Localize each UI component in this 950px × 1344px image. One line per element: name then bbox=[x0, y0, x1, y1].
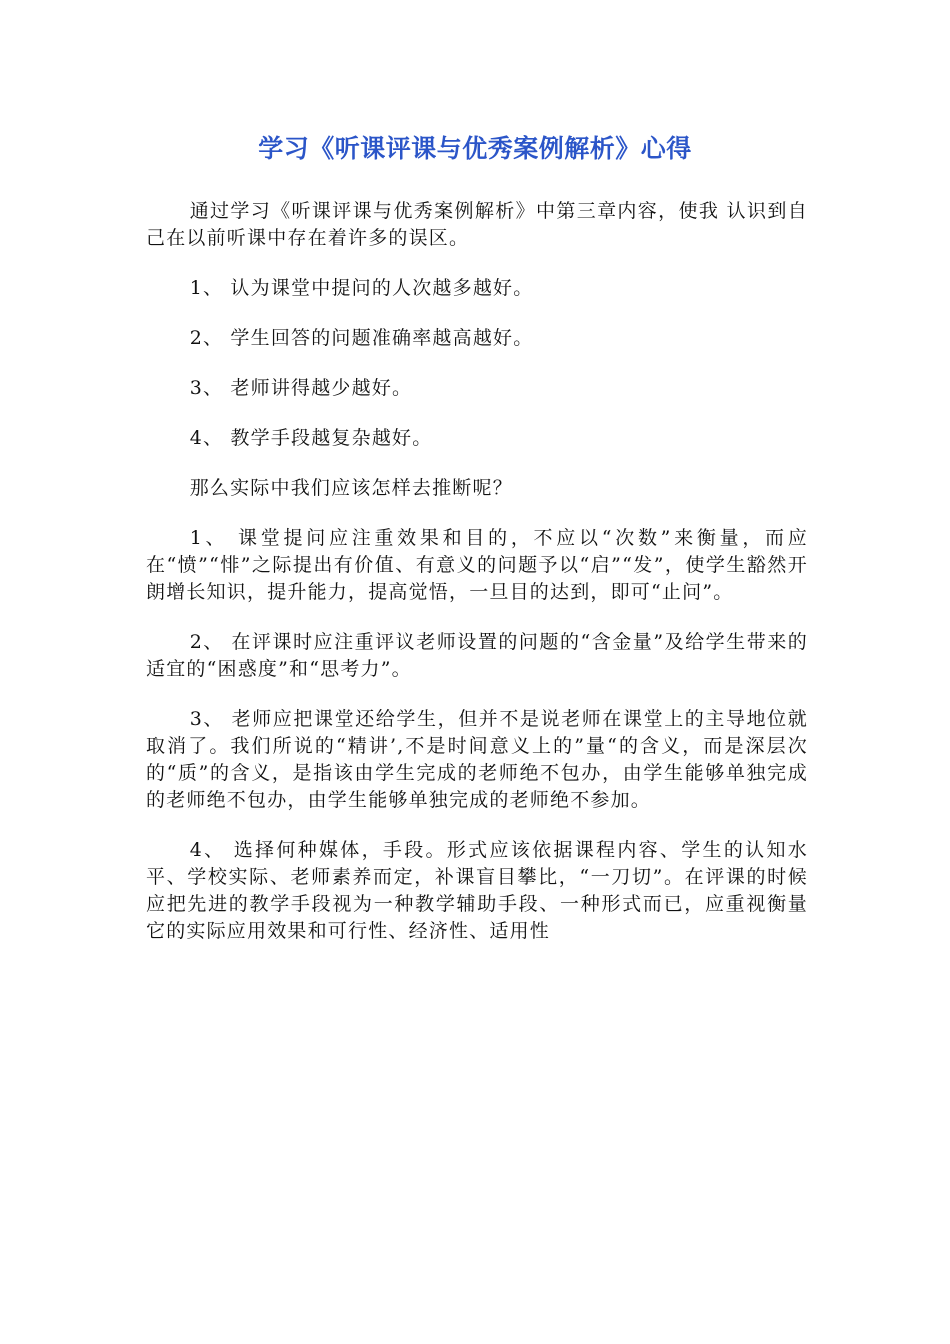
misconception-item-1: 1、 认为课堂中提问的人次越多越好。 bbox=[189, 277, 534, 299]
misconception-item-3: 3、 老师讲得越少越好。 bbox=[189, 377, 413, 399]
answer-paragraph-2: 2、 在评课时应注重评议老师设置的问题的“含金量”及给学生带来的适宜的“困惑度”和“思考力”。 bbox=[146, 631, 808, 680]
answer-paragraph-1: 1、 课堂提问应注重效果和目的，不应以“次数”来衡量，而应在“愤”“悱”之际提出有价值、有意义的问题予以“启”“发”，使学生豁然开朗增长知识，提升能力，提高觉悟，一旦目的达到，即可“止问”。 bbox=[146, 527, 808, 603]
intro-paragraph: 通过学习《听课评课与优秀案例解析》中第三章内容，使我 认识到自己在以前听课中存在着许多的误区。 bbox=[146, 200, 808, 249]
document-body bbox=[146, 198, 808, 945]
document-title: 学习《听课评课与优秀案例解析》心得 bbox=[258, 134, 692, 163]
misconception-item-2: 2、 学生回答的问题准确率越高越好。 bbox=[189, 327, 534, 349]
answer-paragraph-3: 3、 老师应把课堂还给学生，但并不是说老师在课堂上的主导地位就取消了。我们所说的“精讲’,不是时间意义上的”量“的含义，而是深层次的“质”的含义，是指该由学生完成的老师绝不包办，由学生能够单独完成的老师绝不包办，由学生能够单独完成的老师绝不参加。 bbox=[146, 708, 808, 811]
question-paragraph: 那么实际中我们应该怎样去推断呢？ bbox=[189, 477, 513, 499]
answer-paragraph-4: 4、 选择何种媒体，手段。形式应该依据课程内容、学生的认知水平、学校实际、老师素养而定，补课盲目攀比，“一刀切”。在评课的时候应把先进的教学手段视为一种教学辅助手段、一种形式而已，应重视衡量它的实际应用效果和可行性、经济性、适用性 bbox=[146, 839, 808, 942]
misconception-item-4: 4、 教学手段越复杂越好。 bbox=[189, 427, 433, 449]
